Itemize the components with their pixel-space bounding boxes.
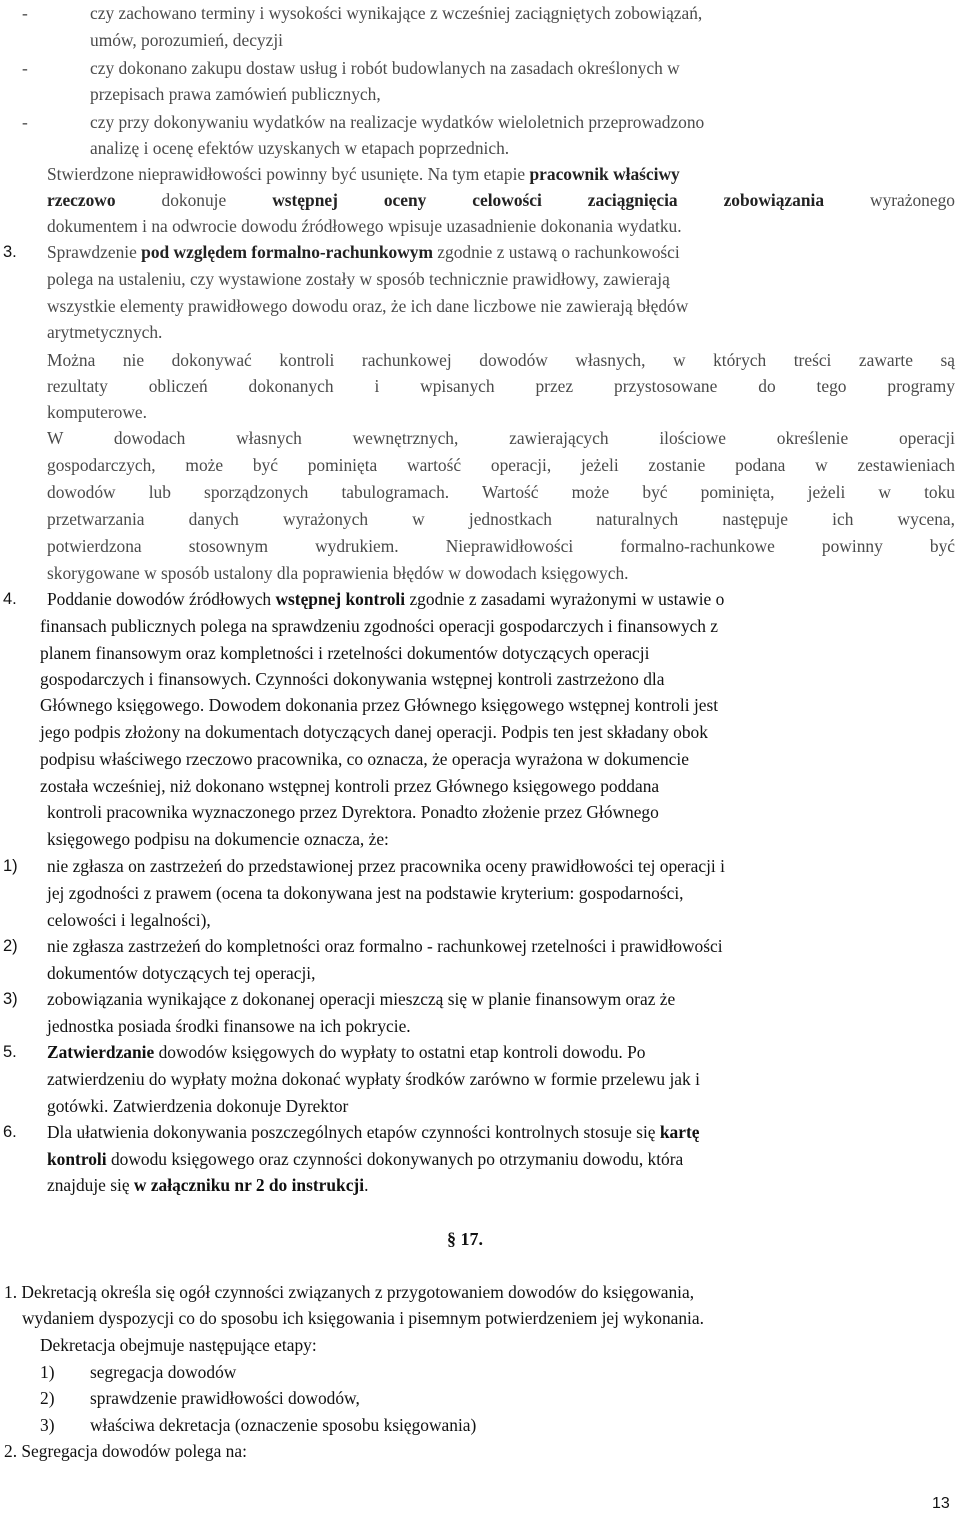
bullet-marker: -: [22, 3, 28, 23]
item-line: W dowodach własnych wewnętrznych, zawierających ilościowe określenie operacji: [47, 428, 955, 448]
bullet-marker: -: [22, 58, 28, 78]
sub-item-line: dokumentów dotyczących tej operacji,: [47, 963, 316, 983]
item-line: dowodów lub sporządzonych tabulogramach. Wartość może być pominięta, jeżeli w toku: [47, 482, 955, 502]
item-line: gotówki. Zatwierdzenia dokonuje Dyrektor: [47, 1096, 349, 1116]
sub-item-line: nie zgłasza zastrzeżeń do kompletności oraz formalno - rachunkowej rzetelności i prawidłowości: [47, 936, 723, 956]
item-line: finansach publicznych polega na sprawdzeniu zgodności operacji gospodarczych i finansowych z: [40, 616, 718, 636]
stage-number: 1): [40, 1362, 55, 1382]
paragraph-line: Stwierdzone nieprawidłowości powinny być usunięte. Na tym etapie pracownik właściwy: [47, 164, 680, 184]
item-number: 6.: [3, 1123, 17, 1141]
bullet-text: czy przy dokonywaniu wydatków na realizacje wydatków wieloletnich przeprowadzono: [90, 112, 705, 132]
item-line: zatwierdzeniu do wypłaty można dokonać wypłaty środków zarówno w formie przelewu jak i: [47, 1069, 700, 1089]
item-line: komputerowe.: [47, 402, 147, 422]
item-line: wszystkie elementy prawidłowego dowodu oraz, że ich dane liczbowe nie zawierają błędów: [47, 296, 689, 316]
item-line: Sprawdzenie pod względem formalno-rachunkowym zgodnie z ustawą o rachunkowości: [47, 242, 680, 262]
bullet-text: analizę i ocenę efektów uzyskanych w etapach poprzednich.: [90, 138, 510, 158]
page-number: 13: [932, 1495, 950, 1512]
paragraph-line: wydaniem dyspozycji co do sposobu ich księgowania i pisemnym potwierdzeniem jej wykonania.: [22, 1308, 704, 1328]
sub-item-line: celowości i legalności),: [47, 910, 211, 930]
stage-text: sprawdzenie prawidłowości dowodów,: [90, 1388, 360, 1408]
item-line: Dla ułatwienia dokonywania poszczególnych etapów czynności kontrolnych stosuje się kartę: [47, 1122, 700, 1142]
item-line: gospodarczych i finansowych. Czynności dokonywania wstępnej kontroli zastrzeżono dla: [40, 669, 665, 689]
paragraph-line: 2. Segregacja dowodów polega na:: [4, 1441, 247, 1461]
item-number: 4.: [3, 590, 17, 608]
item-line: kontroli pracownika wyznaczonego przez Dyrektora. Ponadto złożenie przez Głównego: [47, 802, 659, 822]
stage-number: 3): [40, 1415, 55, 1435]
item-line: podpisu właściwego rzeczowo pracownika, co oznacza, że operacja wyrażona w dokumencie: [40, 749, 689, 769]
paragraph-line: Dekretacja obejmuje następujące etapy:: [40, 1335, 317, 1355]
item-line: skorygowane w sposób ustalony dla poprawienia błędów w dowodach księgowych.: [47, 563, 629, 583]
sub-item-number: 3): [3, 990, 18, 1008]
item-number: 5.: [3, 1043, 17, 1061]
stage-text: właściwa dekretacja (oznaczenie sposobu księgowania): [90, 1415, 477, 1435]
item-line: przetwarzania danych wyrażonych w jednostkach naturalnych następuje ich wycena,: [47, 509, 955, 529]
item-line: księgowego podpisu na dokumencie oznacza, że:: [47, 829, 389, 849]
paragraph-line: dokumentem i na odwrocie dowodu źródłowego wpisuje uzasadnienie dokonania wydatku.: [47, 216, 682, 236]
sub-item-line: jednostka posiada środki finansowe na ich pokrycie.: [47, 1016, 411, 1036]
item-line: rezultaty obliczeń dokonanych i wpisanych przez przystosowane do tego programy: [47, 376, 955, 396]
item-line: znajduje się w załączniku nr 2 do instrukcji.: [47, 1175, 369, 1195]
item-line: jego podpis złożony na dokumentach dotyczących danej operacji. Podpis ten jest składany obok: [40, 722, 708, 742]
stage-number: 2): [40, 1388, 55, 1408]
sub-item-line: jej zgodności z prawem (ocena ta dokonywana jest na podstawie kryterium: gospodarności,: [47, 883, 684, 903]
bullet-text: umów, porozumień, decyzji: [90, 30, 284, 50]
item-line: Można nie dokonywać kontroli rachunkowej dowodów własnych, w których treści zawarte są: [47, 350, 955, 370]
item-line: Poddanie dowodów źródłowych wstępnej kontroli zgodnie z zasadami wyrażonymi w ustawie o: [47, 589, 725, 609]
paragraph-line: 1. Dekretacją określa się ogół czynności związanych z przygotowaniem dowodów do księgowania,: [4, 1282, 695, 1302]
item-line: Zatwierdzanie dowodów księgowych do wypłaty to ostatni etap kontroli dowodu. Po: [47, 1042, 646, 1062]
item-line: arytmetycznych.: [47, 322, 163, 342]
item-line: kontroli dowodu księgowego oraz czynności dokonywanych po otrzymaniu dowodu, która: [47, 1149, 684, 1169]
item-line: polega na ustaleniu, czy wystawione zostały w sposób technicznie prawidłowy, zawierają: [47, 269, 670, 289]
item-line: potwierdzona stosownym wydrukiem. Nieprawidłowości formalno-rachunkowe powinny być: [47, 536, 955, 556]
stage-text: segregacja dowodów: [90, 1362, 237, 1382]
bullet-text: przepisach prawa zamówień publicznych,: [90, 84, 381, 104]
bullet-text: czy zachowano terminy i wysokości wynikające z wcześniej zaciągniętych zobowiązań,: [90, 3, 703, 23]
section-heading: § 17.: [447, 1229, 483, 1249]
item-line: gospodarczych, może być pominięta wartość operacji, jeżeli zostanie podana w zestawieniach: [47, 455, 955, 475]
bullet-marker: -: [22, 112, 28, 132]
item-number: 3.: [3, 243, 17, 261]
bullet-text: czy dokonano zakupu dostaw usług i robót budowlanych na zasadach określonych w: [90, 58, 680, 78]
item-line: planem finansowym oraz kompletności i rzetelności dokumentów dotyczących operacji: [40, 643, 650, 663]
sub-item-number: 1): [3, 857, 18, 875]
item-line: została wcześniej, niż dokonano wstępnej kontroli przez Głównego księgowego poddana: [40, 776, 660, 796]
paragraph-line: rzeczowo dokonuje wstępnej oceny celowości zaciągnięcia zobowiązania wyrażonego: [47, 190, 955, 210]
sub-item-number: 2): [3, 937, 18, 955]
sub-item-line: nie zgłasza on zastrzeżeń do przedstawionej przez pracownika oceny prawidłowości tej operacji i: [47, 856, 725, 876]
item-line: Głównego księgowego. Dowodem dokonania przez Głównego księgowego wstępnej kontroli jest: [40, 695, 719, 715]
sub-item-line: zobowiązania wynikające z dokonanej operacji mieszczą się w planie finansowym oraz że: [47, 989, 676, 1009]
